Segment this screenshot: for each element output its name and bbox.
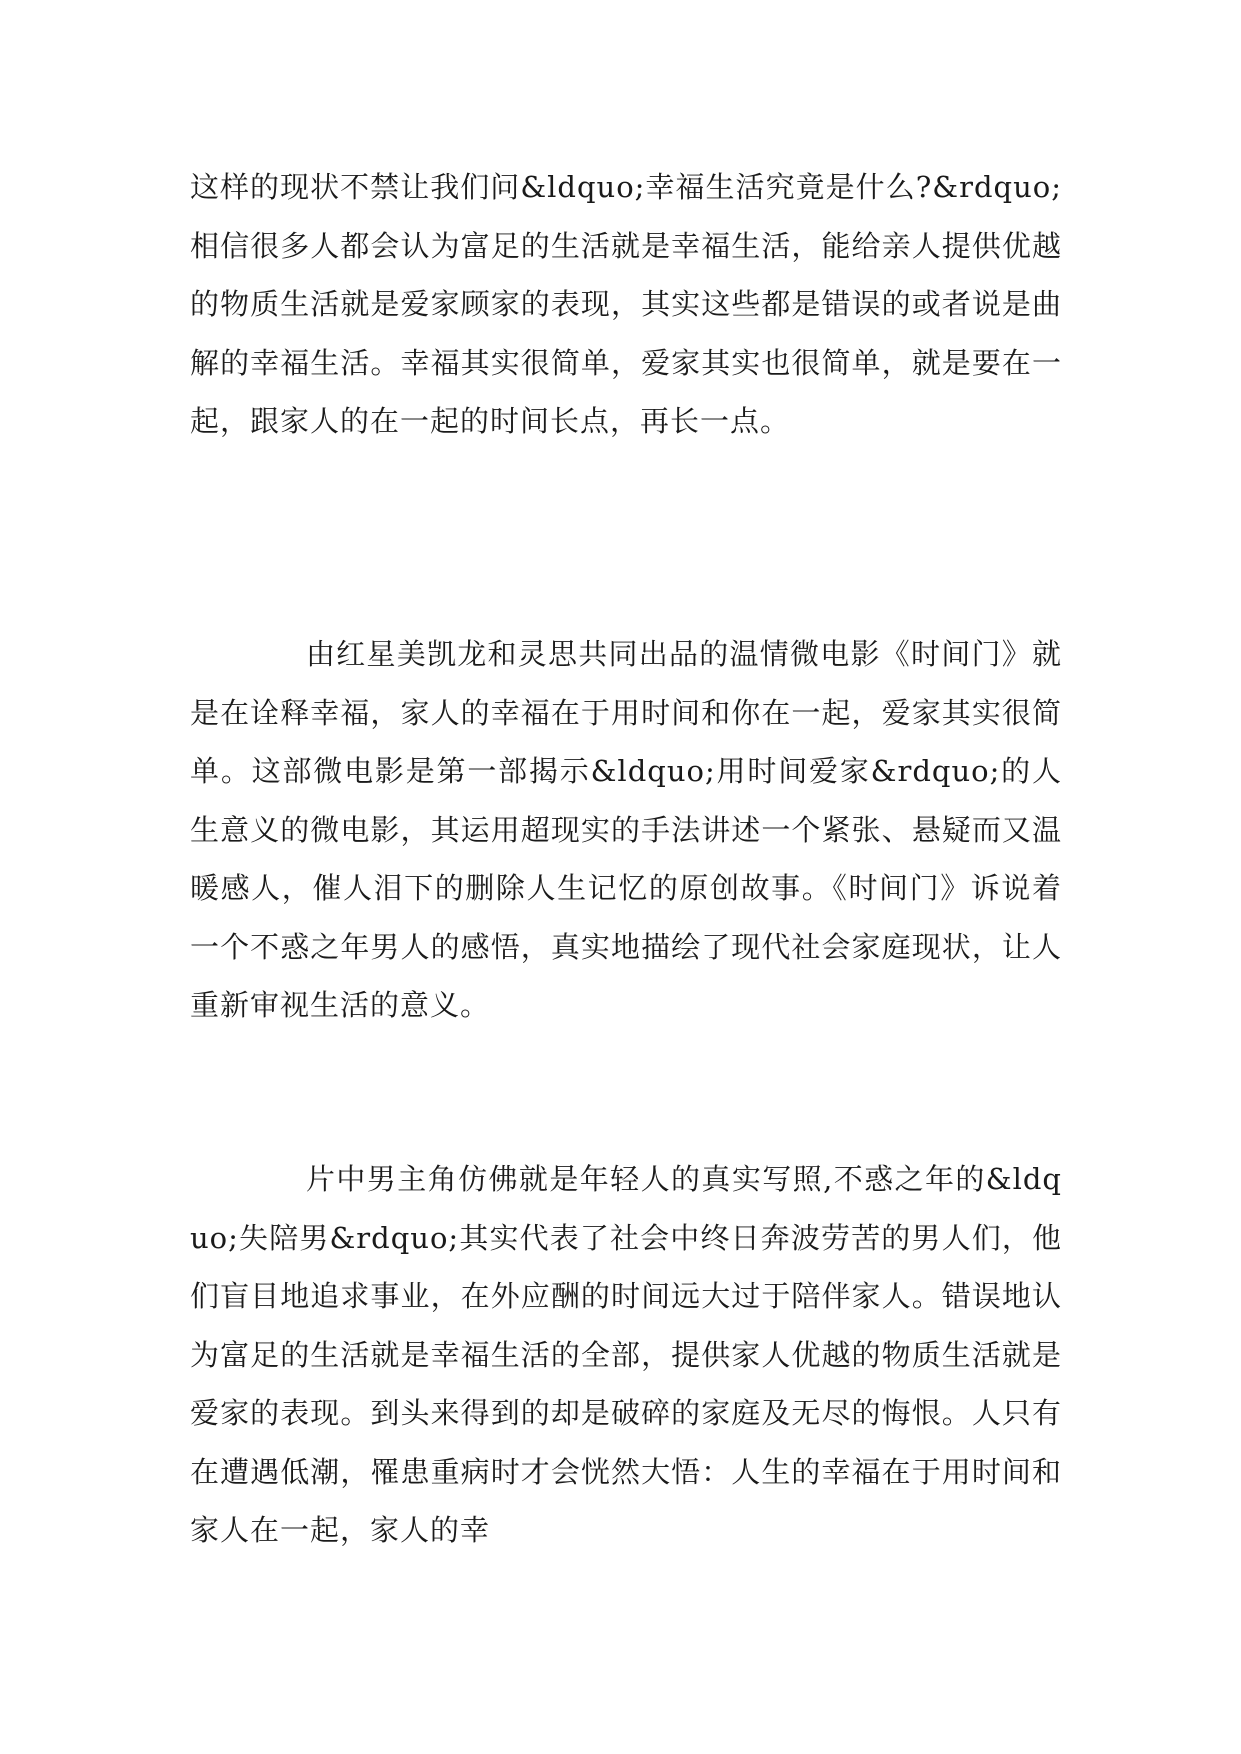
paragraph-1: 这样的现状不禁让我们问&ldquo;幸福生活究竟是什么?&rdquo;相信很多人都会认为富足的生活就是幸福生活，能给亲人提供优越的物质生活就是爱家顾家的表现，其实这些都是错误的或者说是曲解的幸福生活。幸福其实很简单，爱家其实也很简单，就是要在一起，跟家人的在一起的时间长点，再长一点。 xyxy=(190,170,1062,438)
paragraph-3: 片中男主角仿佛就是年轻人的真实写照,不惑之年的&ldquo;失陪男&rdquo;其实代表了社会中终日奔波劳苦的男人们，他们盲目地追求事业，在外应酬的时间远大过于陪伴家人。错误地认为富足的生活就是幸福生活的全部，提供家人优越的物质生活就是爱家的表现。到头来得到的却是破碎的家庭及无尽的悔恨。人只有在遭遇低潮，罹患重病时才会恍然大悟：人生的幸福在于用时间和家人在一起，家人的幸 xyxy=(190,1162,1062,1547)
paragraph-2: 由红星美凯龙和灵思共同出品的温情微电影《时间门》就是在诠释幸福，家人的幸福在于用时间和你在一起，爱家其实很简单。这部微电影是第一部揭示&ldquo;用时间爱家&rdquo;的人生意义的微电影，其运用超现实的手法讲述一个紧张、悬疑而又温暖感人，催人泪下的删除人生记忆的原创故事。《时间门》诉说着一个不惑之年男人的感悟，真实地描绘了现代社会家庭现状，让人重新审视生活的意义。 xyxy=(190,637,1062,1022)
